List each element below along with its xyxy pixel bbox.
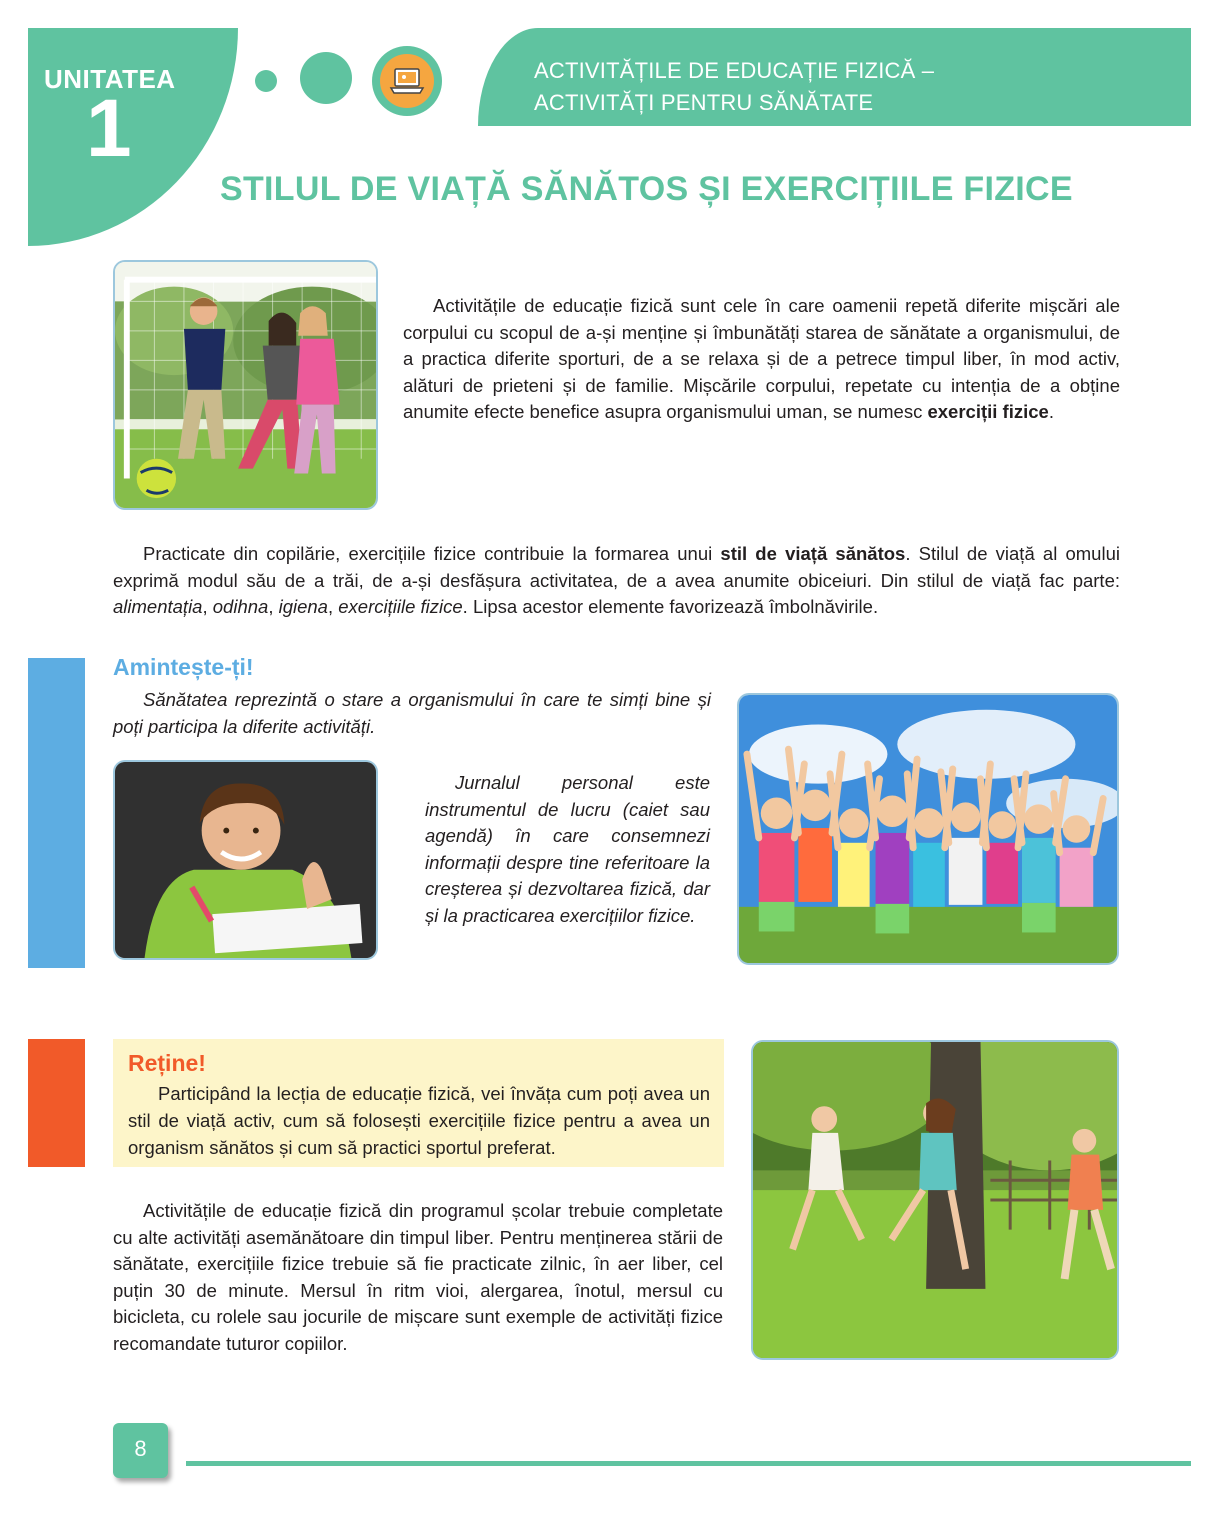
- term-exercises: exercițiile fizice: [338, 596, 463, 617]
- decorative-dot-medium: [300, 52, 352, 104]
- page-number: 8: [134, 1436, 147, 1461]
- chapter-banner-text: [534, 55, 934, 119]
- separator: ,: [327, 596, 339, 617]
- term-rest: odihna: [212, 596, 269, 617]
- retain-text: Participând la lecția de educație fizică, vei învăța cum poți avea un stil de viață activ, cum să folosești exercițiile fizice pentru a avea un organism sănătos și cum să practici sportul preferat.: [128, 1083, 710, 1158]
- lifestyle-text-1: Practicate din copilărie, exercițiile fizice contribuie la formarea unui: [143, 543, 721, 564]
- retain-title: Reține!: [128, 1050, 206, 1076]
- term-nutrition: alimentația: [113, 596, 203, 617]
- banner-line-2: ACTIVITĂȚI PENTRU SĂNĂTATE: [534, 90, 874, 115]
- intro-paragraph: [403, 293, 1120, 426]
- lifestyle-text-3: . Lipsa acestor elemente favorizează îmbolnăvirile.: [462, 596, 879, 617]
- banner-line-1: ACTIVITĂȚILE DE EDUCAȚIE FIZICĂ –: [534, 58, 935, 83]
- separator: ,: [268, 596, 279, 617]
- term-physical-exercises: exerciții fizice: [927, 401, 1049, 422]
- photo-kids-soccer: [113, 260, 378, 510]
- intro-text-end: .: [1048, 401, 1054, 422]
- unit-number: 1: [86, 83, 132, 174]
- separator: ,: [202, 596, 213, 617]
- unit-label: UNITATEA: [44, 64, 176, 94]
- term-hygiene: igiena: [278, 596, 328, 617]
- remember-text: Sănătatea reprezintă o stare a organismului în care te simți bine și poți participa la diferite activități.: [113, 689, 711, 737]
- photo-children-tree: [751, 1040, 1119, 1360]
- remember-side-bar: [28, 658, 85, 968]
- unit-badge: [28, 28, 238, 246]
- intro-text: Activitățile de educație fizică sunt cele în care oamenii repetă diferite mișcări ale corpului cu scopul de a-și menține și îmbunătăți starea de sănătate a organismului, de a practica diferite sporturi, de a se relaxa și de a petrece timpul liber, în mod activ, alături de prieteni și de familie. Mișcările corpului, repetate cu intenția de a obține anumite efecte benefice asupra organismului uman, se numesc: [403, 295, 1120, 422]
- photo-children-group: [737, 693, 1119, 965]
- lifestyle-paragraph: [113, 541, 1120, 621]
- laptop-icon: [380, 54, 434, 108]
- journal-text: Jurnalul personal este instrumentul de lucru (caiet sau agendă) în care consemnezi informații despre tine referitoare la creșterea și dezvoltarea fizică, dar și la practicarea exercițiilor fizice.: [425, 772, 710, 926]
- page-title: STILUL DE VIAȚĂ SĂNĂTOS ȘI EXERCIȚIILE FIZICE: [220, 170, 1073, 208]
- remember-title: Amintește-ți!: [113, 654, 254, 680]
- decorative-dot-small: [255, 70, 277, 92]
- lifestyle-text-2: . Stilul de viață al omului exprimă modul său de a trăi, de a-și desfășura activitatea, de a avea anumite obiceiuri. Din stilul de viață fac parte:: [113, 543, 1120, 591]
- term-healthy-lifestyle: stil de viață sănătos: [720, 543, 906, 564]
- photo-boy-writing: [113, 760, 378, 960]
- footer-line: [186, 1461, 1191, 1466]
- activities-paragraph: Activitățile de educație fizică din programul școlar trebuie completate cu alte activități asemănătoare din timpul liber. Pentru menținerea stării de sănătate, exercițiile fizice trebuie să fie practicate zilnic, în aer liber, cel puțin 30 de minute. Mersul în ritm vioi, alergarea, înotul, mersul cu bicicleta, cu rolele sau jocurile de mișcare sunt exemple de activități fizice recomandate tuturor copiilor.: [113, 1200, 723, 1354]
- retain-side-bar: [28, 1039, 85, 1167]
